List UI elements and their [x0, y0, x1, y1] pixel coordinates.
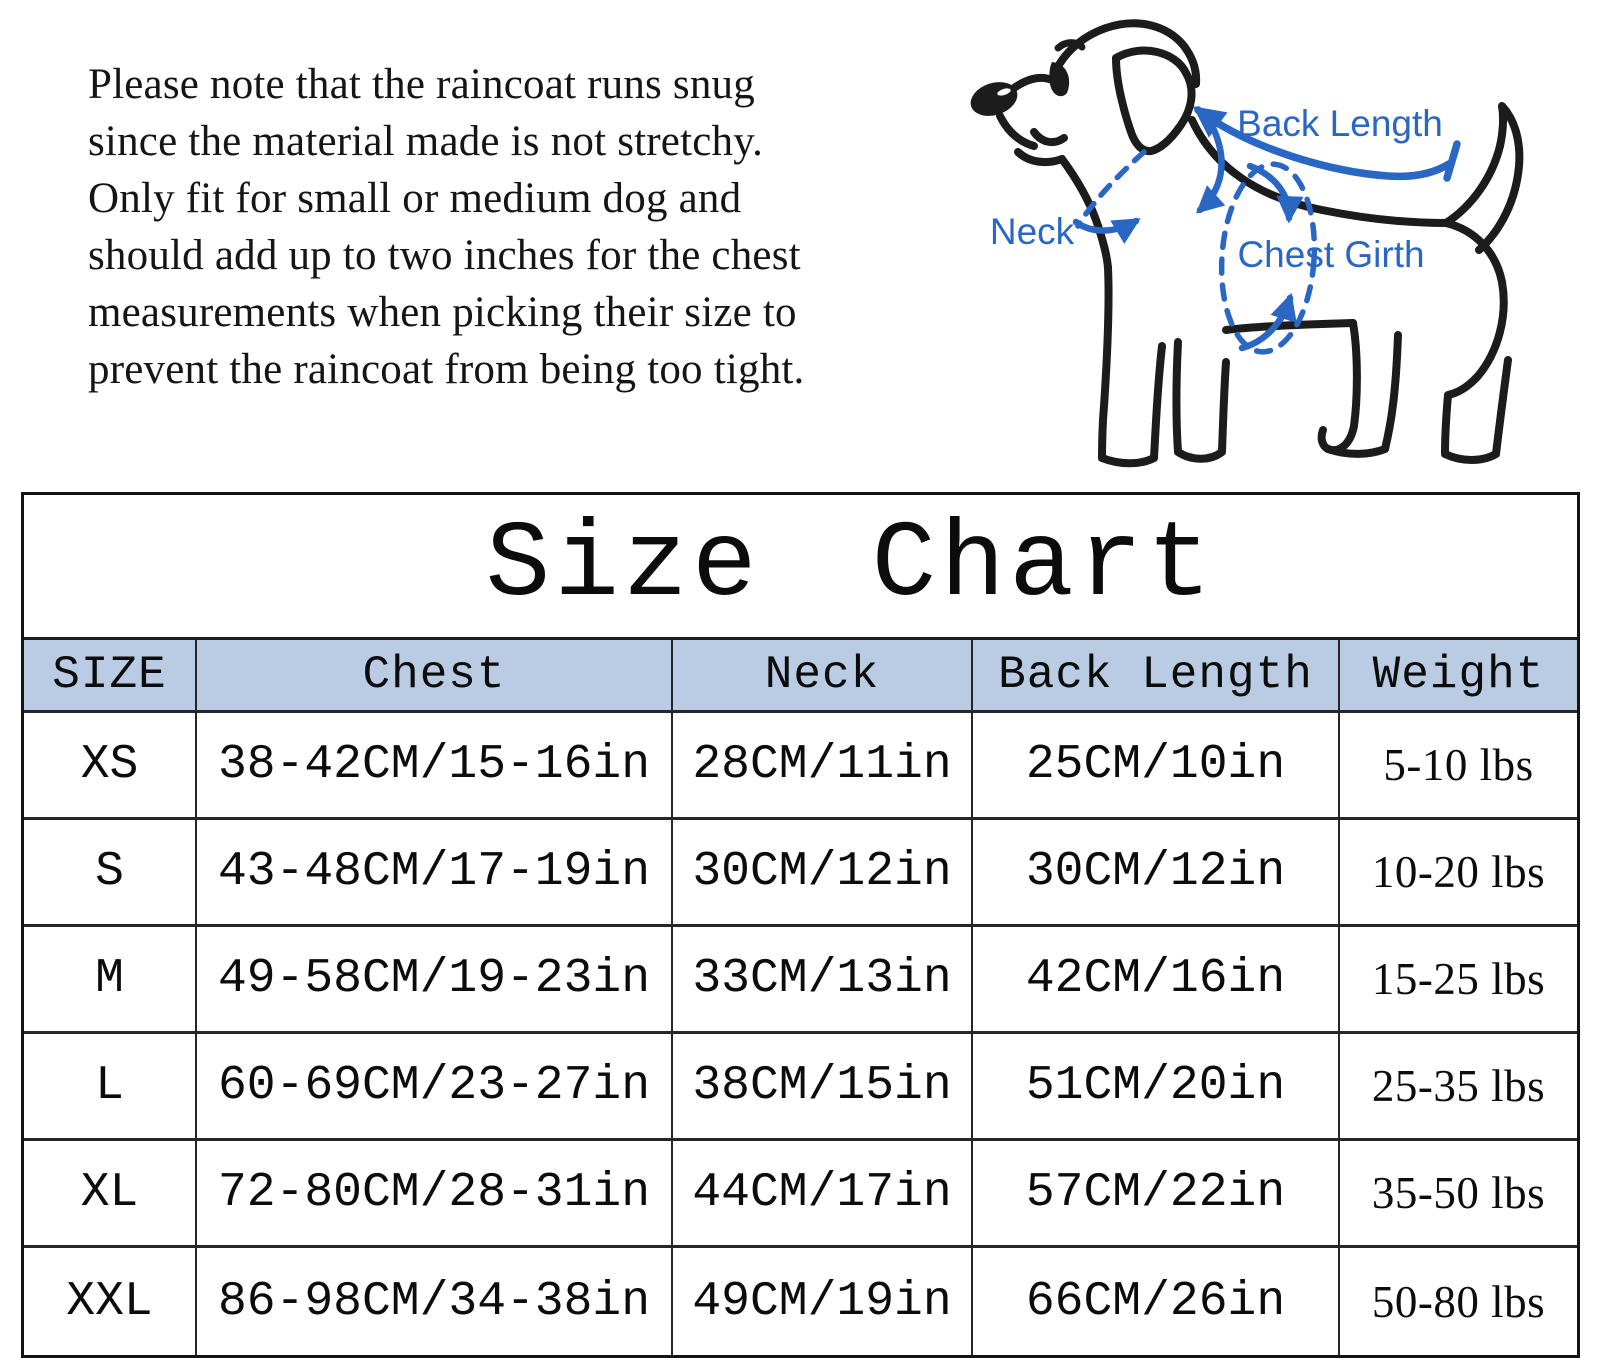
column-header-neck: Neck	[673, 640, 973, 713]
note-line: prevent the raincoat from being too tight.	[88, 346, 805, 393]
back-length-label: Back Length	[1237, 103, 1443, 144]
row-xxl-size: XXL	[24, 1248, 197, 1355]
note-line: Only fit for small or medium dog and	[88, 175, 742, 222]
row-xl-chest: 72-80CM/28-31in	[197, 1141, 673, 1248]
dog-nose	[966, 76, 1022, 121]
neck-arrow	[1076, 221, 1136, 231]
column-header-size: SIZE	[24, 640, 197, 713]
row-xs-back-length: 25CM/10in	[973, 713, 1340, 820]
measurement-annotations	[1076, 110, 1457, 355]
row-s-back-length: 30CM/12in	[973, 820, 1340, 927]
dog-measurement-diagram	[930, 0, 1600, 480]
row-m-weight: 15-25 lbs	[1340, 927, 1577, 1034]
row-s-size: S	[24, 820, 197, 927]
row-l-size: L	[24, 1034, 197, 1141]
row-xs-size: XS	[24, 713, 197, 820]
note-line: since the material made is not stretchy.	[88, 118, 764, 165]
neck-label: Neck	[989, 211, 1075, 252]
row-l-chest: 60-69CM/23-27in	[197, 1034, 673, 1141]
product-note	[88, 56, 928, 398]
row-xxl-chest: 86-98CM/34-38in	[197, 1248, 673, 1355]
column-header-back-length: Back Length	[973, 640, 1340, 713]
row-m-chest: 49-58CM/19-23in	[197, 927, 673, 1034]
dog-diagram-svg	[930, 0, 1600, 480]
row-s-chest: 43-48CM/17-19in	[197, 820, 673, 927]
note-line: should add up to two inches for the chest	[88, 232, 801, 279]
row-m-back-length: 42CM/16in	[973, 927, 1340, 1034]
row-xxl-weight: 50-80 lbs	[1371, 1276, 1546, 1327]
row-xl-back-length: 57CM/22in	[973, 1141, 1340, 1248]
column-header-weight: Weight	[1340, 640, 1577, 713]
row-l-neck: 38CM/15in	[673, 1034, 973, 1141]
row-xl-weight: 35-50 lbs	[1340, 1141, 1577, 1248]
row-m-size: M	[24, 927, 197, 1034]
size-chart-table	[21, 492, 1580, 1358]
row-xl-neck: 44CM/17in	[673, 1141, 973, 1248]
row-l-weight: 25-35 lbs	[1340, 1034, 1577, 1141]
column-header-chest: Chest	[197, 640, 673, 713]
row-xs-weight: 5-10 lbs	[1340, 713, 1577, 820]
row-m-neck: 33CM/13in	[673, 927, 973, 1034]
note-line: measurements when picking their size to	[88, 289, 797, 336]
note-line: Please note that the raincoat runs snug	[88, 61, 755, 108]
chest-girth-label: Chest Girth	[1237, 234, 1425, 275]
row-xl-size: XL	[24, 1141, 197, 1248]
row-xs-neck: 28CM/11in	[673, 713, 973, 820]
back-length-end-tick	[1447, 144, 1457, 178]
row-xxl-back-length: 66CM/26in	[973, 1248, 1340, 1355]
row-s-weight: 10-20 lbs	[1340, 820, 1577, 927]
neck-dashed-line	[1078, 152, 1144, 226]
row-s-neck: 30CM/12in	[673, 820, 973, 927]
row-xs-chest: 38-42CM/15-16in	[197, 713, 673, 820]
table-title: Size Chart	[24, 495, 1577, 640]
row-xxl-neck: 49CM/19in	[673, 1248, 973, 1355]
row-l-back-length: 51CM/20in	[973, 1034, 1340, 1141]
